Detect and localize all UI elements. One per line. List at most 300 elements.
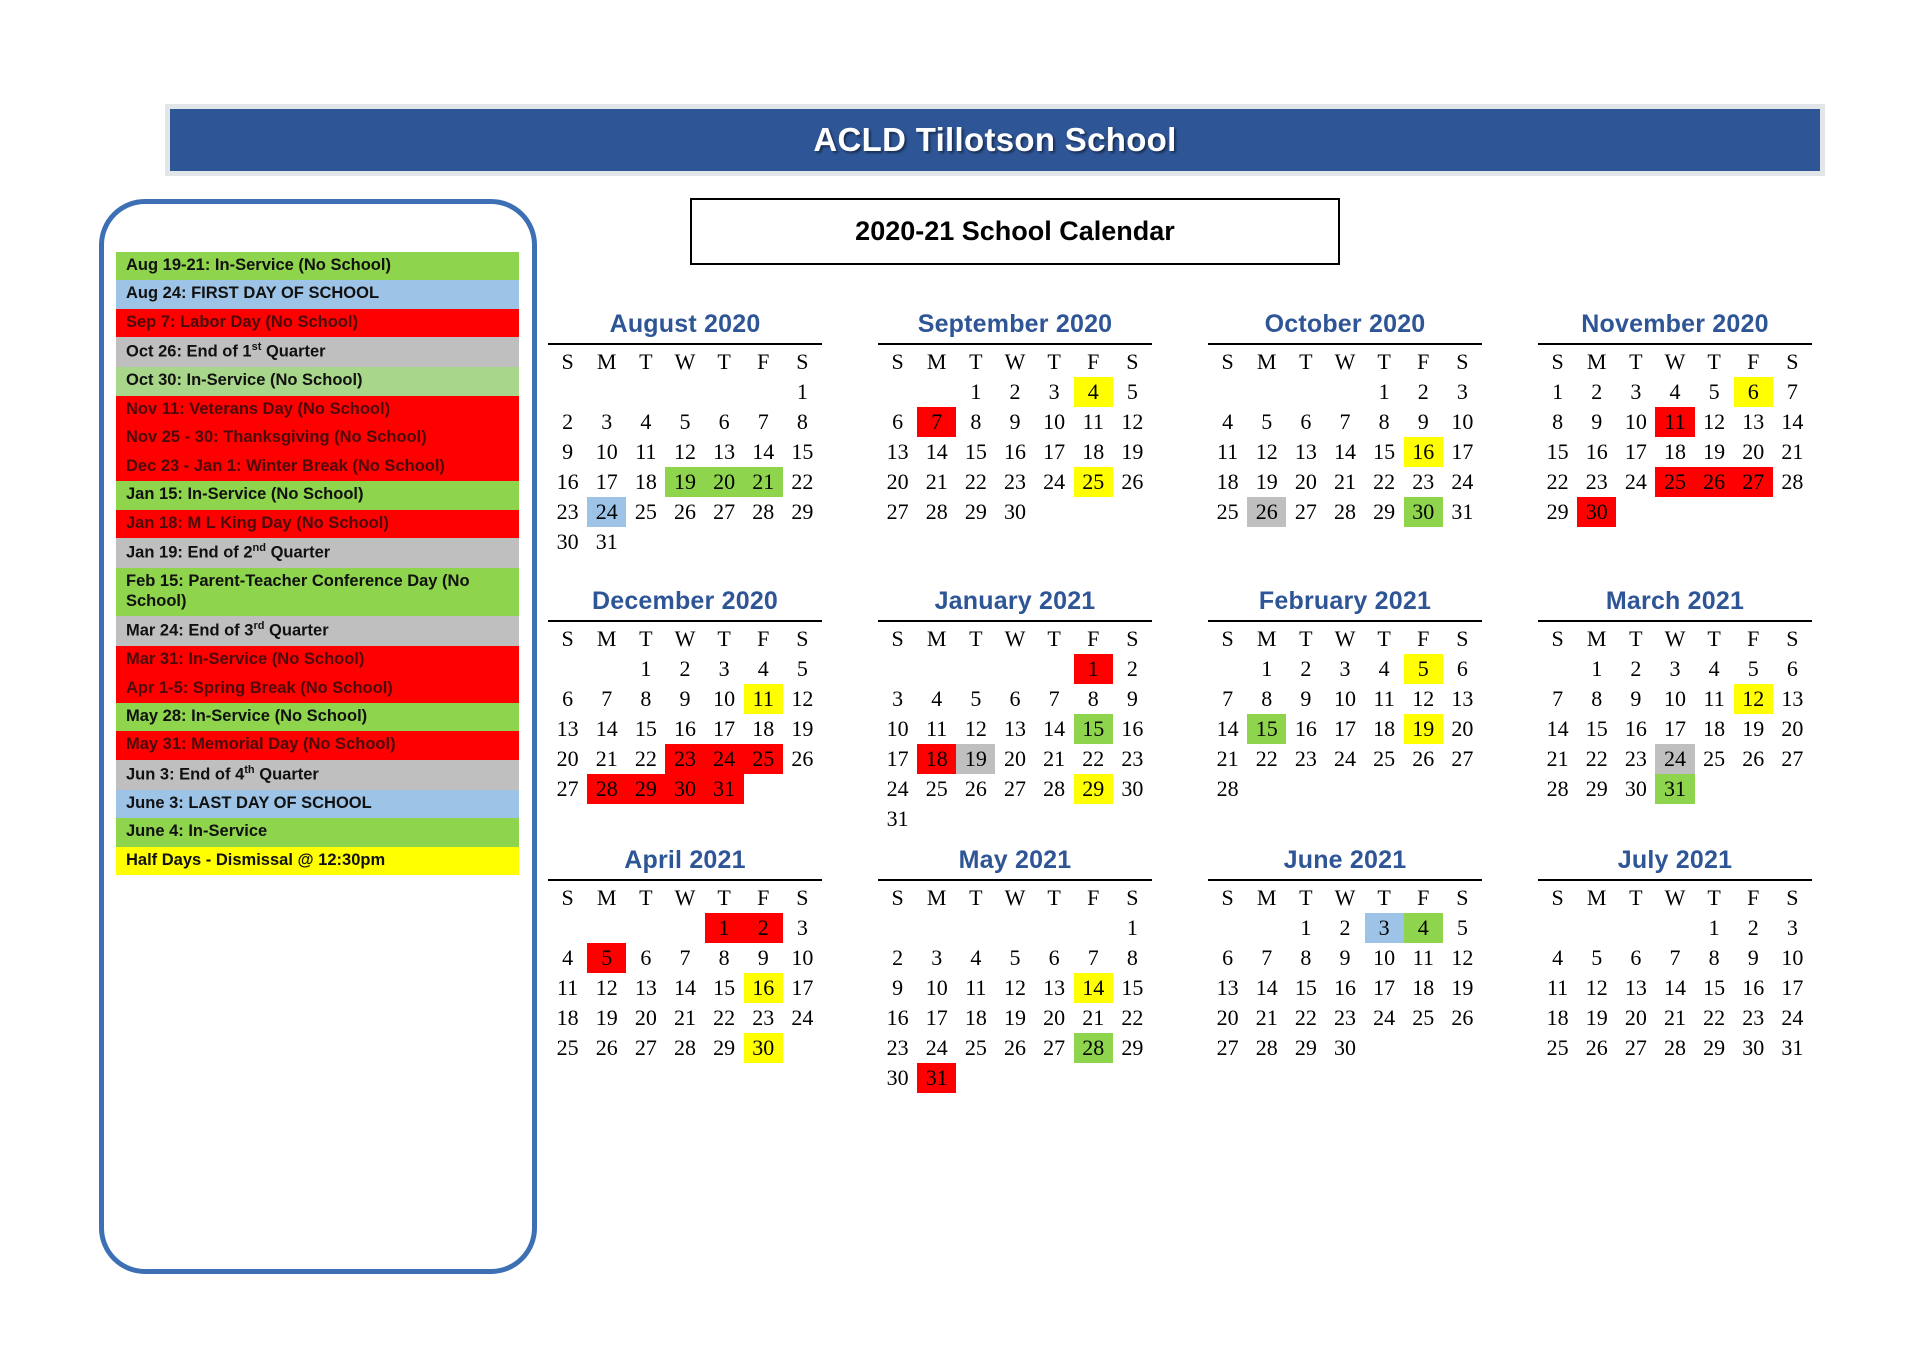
day-cell[interactable]: 15 — [964, 439, 987, 464]
day-cell[interactable]: 19 — [791, 716, 814, 741]
day-cell[interactable]: 28 — [1043, 776, 1066, 801]
day-cell[interactable]: 22 — [791, 469, 814, 494]
day-cell[interactable]: 1 — [970, 379, 982, 404]
day-cell[interactable]: 30 — [1404, 497, 1443, 527]
day-cell[interactable]: 27 — [886, 499, 909, 524]
day-cell[interactable]: 24 — [925, 1035, 948, 1060]
day-cell[interactable]: 25 — [744, 744, 783, 774]
day-cell[interactable]: 23 — [1003, 469, 1026, 494]
day-cell[interactable]: 13 — [556, 716, 579, 741]
day-cell[interactable]: 17 — [1781, 975, 1804, 1000]
day-cell[interactable]: 23 — [1333, 1005, 1356, 1030]
day-cell[interactable]: 30 — [1003, 499, 1026, 524]
day-cell[interactable]: 12 — [791, 686, 814, 711]
day-cell[interactable]: 15 — [1247, 714, 1286, 744]
day-cell[interactable]: 14 — [595, 716, 618, 741]
day-cell[interactable]: 25 — [1074, 467, 1113, 497]
day-cell[interactable]: 16 — [1404, 437, 1443, 467]
day-cell[interactable]: 31 — [705, 774, 744, 804]
day-cell[interactable]: 6 — [640, 945, 652, 970]
day-cell[interactable]: 2 — [1591, 379, 1603, 404]
day-cell[interactable]: 28 — [587, 774, 626, 804]
day-cell[interactable]: 23 — [752, 1005, 775, 1030]
day-cell[interactable]: 18 — [1216, 469, 1239, 494]
day-cell[interactable]: 8 — [718, 945, 730, 970]
day-cell[interactable]: 23 — [886, 1035, 909, 1060]
day-cell[interactable]: 20 — [1294, 469, 1317, 494]
day-cell[interactable]: 25 — [1546, 1035, 1569, 1060]
day-cell[interactable]: 18 — [964, 1005, 987, 1030]
day-cell[interactable]: 16 — [1333, 975, 1356, 1000]
day-cell[interactable]: 31 — [917, 1063, 956, 1093]
day-cell[interactable]: 12 — [1703, 409, 1726, 434]
day-cell[interactable]: 12 — [595, 975, 618, 1000]
day-cell[interactable]: 23 — [1412, 469, 1435, 494]
day-cell[interactable]: 16 — [556, 469, 579, 494]
day-cell[interactable]: 11 — [965, 975, 987, 1000]
day-cell[interactable]: 2 — [1339, 915, 1351, 940]
day-cell[interactable]: 8 — [1300, 945, 1312, 970]
day-cell[interactable]: 17 — [1624, 439, 1647, 464]
day-cell[interactable]: 3 — [931, 945, 943, 970]
day-cell[interactable]: 20 — [705, 467, 744, 497]
day-cell[interactable]: 2 — [562, 409, 574, 434]
day-cell[interactable]: 8 — [1591, 686, 1603, 711]
day-cell[interactable]: 13 — [1043, 975, 1066, 1000]
day-cell[interactable]: 12 — [673, 439, 696, 464]
day-cell[interactable]: 26 — [1003, 1035, 1026, 1060]
day-cell[interactable]: 10 — [1663, 686, 1686, 711]
day-cell[interactable]: 17 — [1451, 439, 1474, 464]
day-cell[interactable]: 14 — [1255, 975, 1278, 1000]
day-cell[interactable]: 20 — [556, 746, 579, 771]
day-cell[interactable]: 19 — [1121, 439, 1144, 464]
day-cell[interactable]: 28 — [925, 499, 948, 524]
day-cell[interactable]: 21 — [1255, 1005, 1278, 1030]
day-cell[interactable]: 2 — [1630, 656, 1642, 681]
day-cell[interactable]: 4 — [562, 945, 574, 970]
day-cell[interactable]: 11 — [926, 716, 948, 741]
day-cell[interactable]: 16 — [744, 973, 783, 1003]
day-cell[interactable]: 8 — [1378, 409, 1390, 434]
day-cell[interactable]: 4 — [1708, 656, 1720, 681]
day-cell[interactable]: 3 — [892, 686, 904, 711]
day-cell[interactable]: 1 — [1074, 654, 1113, 684]
day-cell[interactable]: 23 — [1742, 1005, 1765, 1030]
day-cell[interactable]: 1 — [1708, 915, 1720, 940]
day-cell[interactable]: 9 — [562, 439, 574, 464]
day-cell[interactable]: 10 — [713, 686, 736, 711]
day-cell[interactable]: 29 — [791, 499, 814, 524]
day-cell[interactable]: 15 — [634, 716, 657, 741]
day-cell[interactable]: 17 — [1663, 716, 1686, 741]
day-cell[interactable]: 21 — [1663, 1005, 1686, 1030]
day-cell[interactable]: 2 — [892, 945, 904, 970]
day-cell[interactable]: 14 — [1663, 975, 1686, 1000]
day-cell[interactable]: 19 — [1451, 975, 1474, 1000]
day-cell[interactable]: 23 — [1624, 746, 1647, 771]
day-cell[interactable]: 15 — [1546, 439, 1569, 464]
day-cell[interactable]: 15 — [1373, 439, 1396, 464]
day-cell[interactable]: 9 — [1339, 945, 1351, 970]
day-cell[interactable]: 7 — [757, 409, 769, 434]
day-cell[interactable]: 7 — [601, 686, 613, 711]
day-cell[interactable]: 21 — [744, 467, 783, 497]
day-cell[interactable]: 18 — [1082, 439, 1105, 464]
day-cell[interactable]: 16 — [886, 1005, 909, 1030]
day-cell[interactable]: 18 — [1546, 1005, 1569, 1030]
day-cell[interactable]: 22 — [1082, 746, 1105, 771]
day-cell[interactable]: 7 — [1786, 379, 1798, 404]
day-cell[interactable]: 2 — [1747, 915, 1759, 940]
day-cell[interactable]: 23 — [1121, 746, 1144, 771]
day-cell[interactable]: 5 — [1591, 945, 1603, 970]
day-cell[interactable]: 6 — [1786, 656, 1798, 681]
day-cell[interactable]: 29 — [1585, 776, 1608, 801]
day-cell[interactable]: 4 — [970, 945, 982, 970]
day-cell[interactable]: 20 — [1216, 1005, 1239, 1030]
day-cell[interactable]: 10 — [595, 439, 618, 464]
day-cell[interactable]: 16 — [1003, 439, 1026, 464]
day-cell[interactable]: 9 — [892, 975, 904, 1000]
day-cell[interactable]: 11 — [1655, 407, 1694, 437]
day-cell[interactable]: 29 — [964, 499, 987, 524]
day-cell[interactable]: 10 — [791, 945, 814, 970]
day-cell[interactable]: 1 — [1126, 915, 1138, 940]
day-cell[interactable]: 24 — [1043, 469, 1066, 494]
day-cell[interactable]: 14 — [1043, 716, 1066, 741]
day-cell[interactable]: 1 — [1261, 656, 1273, 681]
day-cell[interactable]: 4 — [931, 686, 943, 711]
day-cell[interactable]: 6 — [1734, 377, 1773, 407]
day-cell[interactable]: 12 — [1451, 945, 1474, 970]
day-cell[interactable]: 22 — [964, 469, 987, 494]
day-cell[interactable]: 20 — [1451, 716, 1474, 741]
day-cell[interactable]: 19 — [1585, 1005, 1608, 1030]
day-cell[interactable]: 4 — [1222, 409, 1234, 434]
day-cell[interactable]: 14 — [925, 439, 948, 464]
day-cell[interactable]: 2 — [679, 656, 691, 681]
day-cell[interactable]: 1 — [705, 913, 744, 943]
day-cell[interactable]: 2 — [1009, 379, 1021, 404]
day-cell[interactable]: 19 — [595, 1005, 618, 1030]
day-cell[interactable]: 28 — [673, 1035, 696, 1060]
day-cell[interactable]: 8 — [1708, 945, 1720, 970]
day-cell[interactable]: 23 — [1294, 746, 1317, 771]
day-cell[interactable]: 9 — [1417, 409, 1429, 434]
day-cell[interactable]: 22 — [1294, 1005, 1317, 1030]
day-cell[interactable]: 2 — [744, 913, 783, 943]
day-cell[interactable]: 7 — [1087, 945, 1099, 970]
day-cell[interactable]: 18 — [634, 469, 657, 494]
day-cell[interactable]: 14 — [1074, 973, 1113, 1003]
day-cell[interactable]: 10 — [1373, 945, 1396, 970]
day-cell[interactable]: 30 — [665, 774, 704, 804]
day-cell[interactable]: 29 — [1703, 1035, 1726, 1060]
day-cell[interactable]: 18 — [1703, 716, 1726, 741]
day-cell[interactable]: 8 — [1552, 409, 1564, 434]
day-cell[interactable]: 9 — [1009, 409, 1021, 434]
day-cell[interactable]: 25 — [1703, 746, 1726, 771]
day-cell[interactable]: 10 — [1043, 409, 1066, 434]
day-cell[interactable]: 17 — [886, 746, 909, 771]
day-cell[interactable]: 26 — [1121, 469, 1144, 494]
day-cell[interactable]: 28 — [1781, 469, 1804, 494]
day-cell[interactable]: 19 — [1404, 714, 1443, 744]
day-cell[interactable]: 14 — [1781, 409, 1804, 434]
day-cell[interactable]: 22 — [1585, 746, 1608, 771]
day-cell[interactable]: 5 — [1747, 656, 1759, 681]
day-cell[interactable]: 19 — [1255, 469, 1278, 494]
day-cell[interactable]: 1 — [640, 656, 652, 681]
day-cell[interactable]: 10 — [886, 716, 909, 741]
day-cell[interactable]: 17 — [595, 469, 618, 494]
day-cell[interactable]: 7 — [1552, 686, 1564, 711]
day-cell[interactable]: 24 — [1451, 469, 1474, 494]
day-cell[interactable]: 19 — [1003, 1005, 1026, 1030]
day-cell[interactable]: 17 — [1043, 439, 1066, 464]
day-cell[interactable]: 6 — [718, 409, 730, 434]
day-cell[interactable]: 22 — [713, 1005, 736, 1030]
day-cell[interactable]: 22 — [1703, 1005, 1726, 1030]
day-cell[interactable]: 18 — [1373, 716, 1396, 741]
day-cell[interactable]: 23 — [665, 744, 704, 774]
day-cell[interactable]: 16 — [1121, 716, 1144, 741]
day-cell[interactable]: 14 — [1333, 439, 1356, 464]
day-cell[interactable]: 13 — [1781, 686, 1804, 711]
day-cell[interactable]: 18 — [556, 1005, 579, 1030]
day-cell[interactable]: 7 — [1669, 945, 1681, 970]
day-cell[interactable]: 27 — [1216, 1035, 1239, 1060]
day-cell[interactable]: 5 — [1261, 409, 1273, 434]
day-cell[interactable]: 30 — [1121, 776, 1144, 801]
day-cell[interactable]: 21 — [1546, 746, 1569, 771]
day-cell[interactable]: 9 — [1300, 686, 1312, 711]
day-cell[interactable]: 29 — [1074, 774, 1113, 804]
day-cell[interactable]: 19 — [1703, 439, 1726, 464]
day-cell[interactable]: 3 — [601, 409, 613, 434]
day-cell[interactable]: 15 — [1703, 975, 1726, 1000]
day-cell[interactable]: 12 — [1585, 975, 1608, 1000]
day-cell[interactable]: 24 — [1373, 1005, 1396, 1030]
day-cell[interactable]: 28 — [1663, 1035, 1686, 1060]
day-cell[interactable]: 6 — [1222, 945, 1234, 970]
day-cell[interactable]: 20 — [1043, 1005, 1066, 1030]
day-cell[interactable]: 6 — [562, 686, 574, 711]
day-cell[interactable]: 19 — [665, 467, 704, 497]
day-cell[interactable]: 13 — [713, 439, 736, 464]
day-cell[interactable]: 4 — [640, 409, 652, 434]
day-cell[interactable]: 14 — [673, 975, 696, 1000]
day-cell[interactable]: 11 — [1546, 975, 1569, 1000]
day-cell[interactable]: 24 — [1655, 744, 1694, 774]
day-cell[interactable]: 15 — [1121, 975, 1144, 1000]
day-cell[interactable]: 28 — [1216, 776, 1239, 801]
day-cell[interactable]: 26 — [1451, 1005, 1474, 1030]
day-cell[interactable]: 21 — [673, 1005, 696, 1030]
day-cell[interactable]: 1 — [1552, 379, 1564, 404]
day-cell[interactable]: 11 — [1082, 409, 1104, 434]
day-cell[interactable]: 15 — [1585, 716, 1608, 741]
day-cell[interactable]: 11 — [1703, 686, 1725, 711]
day-cell[interactable]: 26 — [1742, 746, 1765, 771]
day-cell[interactable]: 13 — [634, 975, 657, 1000]
day-cell[interactable]: 3 — [1365, 913, 1404, 943]
day-cell[interactable]: 7 — [1222, 686, 1234, 711]
day-cell[interactable]: 26 — [1247, 497, 1286, 527]
day-cell[interactable]: 26 — [1695, 467, 1734, 497]
day-cell[interactable]: 18 — [752, 716, 775, 741]
day-cell[interactable]: 22 — [1373, 469, 1396, 494]
day-cell[interactable]: 13 — [886, 439, 909, 464]
day-cell[interactable]: 13 — [1451, 686, 1474, 711]
day-cell[interactable]: 12 — [964, 716, 987, 741]
day-cell[interactable]: 13 — [1003, 716, 1026, 741]
day-cell[interactable]: 4 — [1378, 656, 1390, 681]
day-cell[interactable]: 5 — [796, 656, 808, 681]
day-cell[interactable]: 25 — [1373, 746, 1396, 771]
day-cell[interactable]: 16 — [1585, 439, 1608, 464]
day-cell[interactable]: 15 — [1074, 714, 1113, 744]
day-cell[interactable]: 5 — [1404, 654, 1443, 684]
day-cell[interactable]: 12 — [1121, 409, 1144, 434]
day-cell[interactable]: 20 — [1003, 746, 1026, 771]
day-cell[interactable]: 21 — [925, 469, 948, 494]
day-cell[interactable]: 25 — [1412, 1005, 1435, 1030]
day-cell[interactable]: 19 — [1742, 716, 1765, 741]
day-cell[interactable]: 26 — [595, 1035, 618, 1060]
day-cell[interactable]: 23 — [556, 499, 579, 524]
day-cell[interactable]: 12 — [1412, 686, 1435, 711]
day-cell[interactable]: 27 — [1043, 1035, 1066, 1060]
day-cell[interactable]: 3 — [1456, 379, 1468, 404]
day-cell[interactable]: 2 — [1300, 656, 1312, 681]
day-cell[interactable]: 2 — [1126, 656, 1138, 681]
day-cell[interactable]: 26 — [673, 499, 696, 524]
day-cell[interactable]: 11 — [635, 439, 657, 464]
day-cell[interactable]: 24 — [886, 776, 909, 801]
day-cell[interactable]: 3 — [1048, 379, 1060, 404]
day-cell[interactable]: 9 — [1591, 409, 1603, 434]
day-cell[interactable]: 13 — [1216, 975, 1239, 1000]
day-cell[interactable]: 27 — [634, 1035, 657, 1060]
day-cell[interactable]: 17 — [1333, 716, 1356, 741]
day-cell[interactable]: 14 — [752, 439, 775, 464]
day-cell[interactable]: 26 — [1585, 1035, 1608, 1060]
day-cell[interactable]: 15 — [791, 439, 814, 464]
day-cell[interactable]: 28 — [1255, 1035, 1278, 1060]
day-cell[interactable]: 18 — [1663, 439, 1686, 464]
day-cell[interactable]: 16 — [1294, 716, 1317, 741]
day-cell[interactable]: 30 — [1742, 1035, 1765, 1060]
day-cell[interactable]: 24 — [587, 497, 626, 527]
day-cell[interactable]: 20 — [886, 469, 909, 494]
day-cell[interactable]: 17 — [1373, 975, 1396, 1000]
day-cell[interactable]: 29 — [1294, 1035, 1317, 1060]
day-cell[interactable]: 31 — [1781, 1035, 1804, 1060]
day-cell[interactable]: 14 — [1216, 716, 1239, 741]
day-cell[interactable]: 30 — [886, 1065, 909, 1090]
day-cell[interactable]: 8 — [640, 686, 652, 711]
day-cell[interactable]: 24 — [1781, 1005, 1804, 1030]
day-cell[interactable]: 4 — [1404, 913, 1443, 943]
day-cell[interactable]: 1 — [1591, 656, 1603, 681]
day-cell[interactable]: 30 — [556, 529, 579, 554]
day-cell[interactable]: 13 — [1624, 975, 1647, 1000]
day-cell[interactable]: 9 — [1630, 686, 1642, 711]
day-cell[interactable]: 6 — [1456, 656, 1468, 681]
day-cell[interactable]: 12 — [1255, 439, 1278, 464]
day-cell[interactable]: 26 — [791, 746, 814, 771]
day-cell[interactable]: 1 — [796, 379, 808, 404]
day-cell[interactable]: 10 — [1451, 409, 1474, 434]
day-cell[interactable]: 17 — [713, 716, 736, 741]
day-cell[interactable]: 7 — [679, 945, 691, 970]
day-cell[interactable]: 24 — [705, 744, 744, 774]
day-cell[interactable]: 10 — [1624, 409, 1647, 434]
day-cell[interactable]: 25 — [1216, 499, 1239, 524]
day-cell[interactable]: 27 — [713, 499, 736, 524]
day-cell[interactable]: 17 — [791, 975, 814, 1000]
day-cell[interactable]: 25 — [964, 1035, 987, 1060]
day-cell[interactable]: 8 — [970, 409, 982, 434]
day-cell[interactable]: 16 — [1742, 975, 1765, 1000]
day-cell[interactable]: 5 — [1009, 945, 1021, 970]
day-cell[interactable]: 21 — [1082, 1005, 1105, 1030]
day-cell[interactable]: 16 — [673, 716, 696, 741]
day-cell[interactable]: 5 — [1456, 915, 1468, 940]
day-cell[interactable]: 22 — [1255, 746, 1278, 771]
day-cell[interactable]: 5 — [1708, 379, 1720, 404]
day-cell[interactable]: 1 — [1378, 379, 1390, 404]
day-cell[interactable]: 11 — [744, 684, 783, 714]
day-cell[interactable]: 27 — [1294, 499, 1317, 524]
day-cell[interactable]: 8 — [1087, 686, 1099, 711]
day-cell[interactable]: 3 — [1630, 379, 1642, 404]
day-cell[interactable]: 20 — [1781, 716, 1804, 741]
day-cell[interactable]: 23 — [1585, 469, 1608, 494]
day-cell[interactable]: 18 — [1412, 975, 1435, 1000]
day-cell[interactable]: 21 — [1043, 746, 1066, 771]
day-cell[interactable]: 21 — [1781, 439, 1804, 464]
day-cell[interactable]: 26 — [964, 776, 987, 801]
day-cell[interactable]: 7 — [1048, 686, 1060, 711]
day-cell[interactable]: 17 — [925, 1005, 948, 1030]
day-cell[interactable]: 11 — [556, 975, 579, 1000]
day-cell[interactable]: 22 — [1121, 1005, 1144, 1030]
day-cell[interactable]: 5 — [970, 686, 982, 711]
day-cell[interactable]: 15 — [1294, 975, 1317, 1000]
day-cell[interactable]: 28 — [1074, 1033, 1113, 1063]
day-cell[interactable]: 30 — [1624, 776, 1647, 801]
day-cell[interactable]: 4 — [1074, 377, 1113, 407]
day-cell[interactable]: 29 — [1546, 499, 1569, 524]
day-cell[interactable]: 27 — [1781, 746, 1804, 771]
day-cell[interactable]: 5 — [679, 409, 691, 434]
day-cell[interactable]: 14 — [1546, 716, 1569, 741]
day-cell[interactable]: 27 — [1451, 746, 1474, 771]
day-cell[interactable]: 18 — [917, 744, 956, 774]
day-cell[interactable]: 31 — [1451, 499, 1474, 524]
day-cell[interactable]: 7 — [917, 407, 956, 437]
day-cell[interactable]: 3 — [1339, 656, 1351, 681]
day-cell[interactable]: 28 — [1333, 499, 1356, 524]
day-cell[interactable]: 11 — [1412, 945, 1434, 970]
day-cell[interactable]: 31 — [595, 529, 618, 554]
day-cell[interactable]: 30 — [744, 1033, 783, 1063]
day-cell[interactable]: 28 — [752, 499, 775, 524]
day-cell[interactable]: 1 — [1300, 915, 1312, 940]
